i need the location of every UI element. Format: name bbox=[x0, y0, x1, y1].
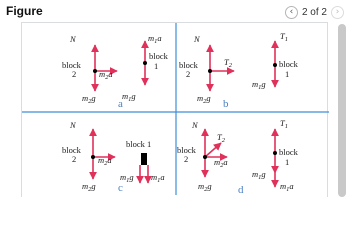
block-number-label: 1 bbox=[285, 157, 290, 167]
weight-label: $m_1g$ bbox=[120, 172, 134, 184]
part-d-block-2 bbox=[177, 120, 228, 193]
block-name-label: block bbox=[179, 60, 198, 70]
free-body-diagram bbox=[22, 23, 329, 198]
block-name-label: block 1 bbox=[126, 139, 152, 149]
block-number-label: 2 bbox=[186, 69, 191, 79]
pagination bbox=[285, 4, 344, 20]
part-caption: a bbox=[118, 98, 123, 110]
part-c-block-1 bbox=[120, 139, 165, 184]
figure-header bbox=[0, 0, 350, 22]
weight-label: $m_2g$ bbox=[198, 181, 212, 193]
part-caption: b bbox=[223, 98, 229, 110]
block-point bbox=[273, 63, 277, 67]
scrollbar[interactable] bbox=[338, 24, 346, 197]
block-point bbox=[93, 69, 97, 73]
block-name-label: block bbox=[62, 60, 81, 70]
normal-force-label: N bbox=[70, 34, 76, 44]
block-name-label: block bbox=[177, 145, 196, 155]
tension-label: $T_2$ bbox=[224, 57, 232, 69]
block-number-label: 2 bbox=[184, 154, 189, 164]
weight-label: $m_2g$ bbox=[82, 93, 96, 105]
block-point bbox=[143, 61, 147, 65]
part-a-block-1 bbox=[122, 33, 169, 103]
normal-force-label: N bbox=[192, 120, 198, 130]
page-indicator: 2 of 2 bbox=[301, 6, 327, 18]
part-caption: c bbox=[118, 182, 123, 194]
part-b bbox=[179, 31, 299, 110]
block-name-label: block bbox=[279, 147, 298, 157]
accel-label: $m_2a$ bbox=[99, 69, 113, 81]
block-number-label: 2 bbox=[72, 69, 77, 79]
weight-label: $m_2g$ bbox=[197, 93, 211, 105]
next-page-button[interactable] bbox=[331, 6, 344, 19]
figure-panel bbox=[21, 22, 328, 197]
part-d bbox=[177, 118, 299, 196]
part-b-block-1 bbox=[252, 31, 299, 91]
block-point bbox=[203, 155, 207, 159]
accel-label: $m_2a$ bbox=[98, 155, 112, 167]
accel-label: $m_1a$ bbox=[151, 172, 165, 184]
block-name-label: block bbox=[279, 59, 298, 69]
block-point bbox=[91, 155, 95, 159]
tension-label: $T_2$ bbox=[217, 132, 225, 144]
figure-title: Figure bbox=[6, 4, 43, 18]
accel-label: $m_2a$ bbox=[214, 157, 228, 169]
block-point bbox=[273, 151, 277, 155]
weight-label: $m_1g$ bbox=[252, 79, 266, 91]
part-c bbox=[62, 120, 165, 194]
part-d-block-1 bbox=[252, 118, 299, 193]
top-force-label: $m_1a$ bbox=[148, 33, 162, 45]
block-number-label: 2 bbox=[72, 154, 77, 164]
weight-label: $m_1g$ bbox=[252, 169, 266, 181]
part-caption: d bbox=[238, 184, 244, 196]
block-name-label: block bbox=[149, 51, 168, 61]
prev-page-button[interactable] bbox=[285, 6, 298, 19]
tension-arrow bbox=[205, 143, 221, 157]
block-1-box bbox=[141, 153, 147, 165]
chevron-left-icon: ‹ bbox=[289, 6, 294, 17]
part-b-block-2 bbox=[179, 34, 234, 105]
block-name-label: block bbox=[62, 145, 81, 155]
normal-force-label: N bbox=[194, 34, 200, 44]
block-number-label: 1 bbox=[154, 61, 159, 71]
tension-label: $T_1$ bbox=[280, 31, 288, 43]
accel-label: $m_1a$ bbox=[280, 181, 294, 193]
chevron-right-icon: › bbox=[335, 6, 340, 17]
part-c-block-2 bbox=[62, 120, 115, 193]
part-a bbox=[62, 33, 169, 110]
normal-force-label: N bbox=[70, 120, 76, 130]
block-point bbox=[208, 69, 212, 73]
block-number-label: 1 bbox=[285, 69, 290, 79]
weight-label: $m_2g$ bbox=[82, 181, 96, 193]
part-a-block-2 bbox=[62, 34, 117, 105]
tension-label: $T_1$ bbox=[280, 118, 288, 130]
weight-label: $m_1g$ bbox=[122, 91, 136, 103]
